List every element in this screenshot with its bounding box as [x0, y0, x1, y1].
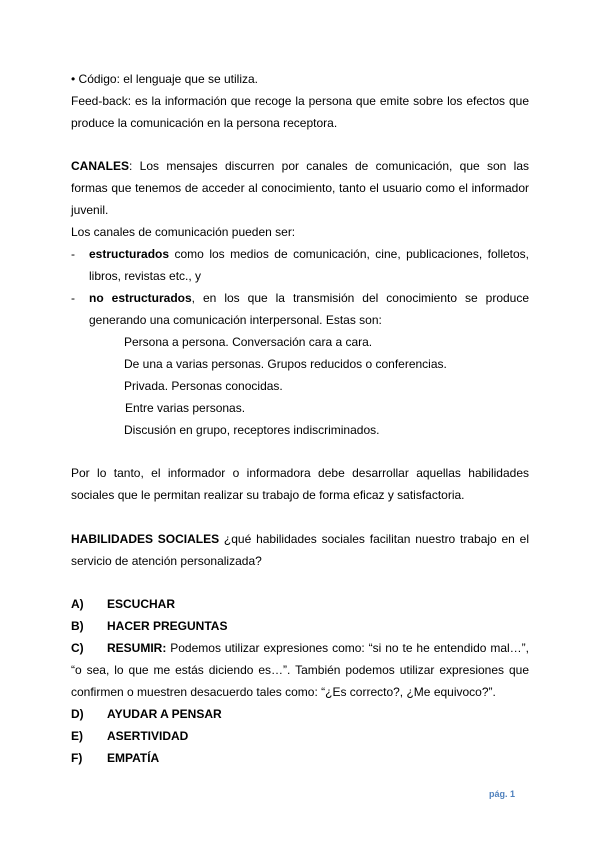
item-letter: D): [71, 707, 84, 721]
item-title-hacer-preguntas: HACER PREGUNTAS: [107, 619, 228, 633]
list-dash: -: [71, 247, 75, 261]
list-item-continuation: generando una comunicación interpersonal. Estas son:: [89, 313, 382, 327]
item-letter: A): [71, 597, 84, 611]
list-item-no-estructurados: [89, 291, 529, 305]
feedback-line-1: Feed-back: es la información que recoge la persona que emite sobre los efectos que: [71, 94, 529, 108]
list-item-text: como los medios de comunicación, cine, publicaciones, folletos,: [169, 247, 529, 261]
canales-heading: CANALES: [71, 159, 130, 173]
item-resumir-line-3: confirmen o muestren desacuerdo tales como: “¿Es correcto?, ¿Me equivoco?”.: [71, 685, 496, 699]
list-item-estructurados: [89, 247, 529, 261]
subitem: Privada. Personas conocidas.: [124, 379, 283, 393]
subitem: Discusión en grupo, receptores indiscriminados.: [124, 423, 380, 437]
subitem: Persona a persona. Conversación cara a cara.: [124, 335, 373, 349]
item-title-asertividad: ASERTIVIDAD: [107, 729, 189, 743]
item-title-resumir: RESUMIR:: [107, 641, 167, 655]
item-letter: E): [71, 729, 83, 743]
canales-paragraph-line-3: juvenil.: [71, 203, 109, 217]
list-dash: -: [71, 291, 75, 305]
item-letter: C): [71, 641, 84, 655]
item-letter: F): [71, 751, 83, 765]
item-letter: B): [71, 619, 84, 633]
conclusion-line-1: Por lo tanto, el informador o informadora debe desarrollar aquellas habilidades: [71, 466, 529, 480]
habilidades-line-2: servicio de atención personalizada?: [71, 554, 262, 568]
page-number: pág. 1: [488, 789, 515, 799]
canales-paragraph-line-2: formas que tenemos de acceder al conocimiento, tanto el usuario como el informador: [71, 181, 529, 195]
subitem: Entre varias personas.: [125, 401, 246, 415]
item-title-empatia: EMPATÍA: [107, 751, 160, 765]
canales-line1-text: : Los mensajes discurren por canales de comunicación, que son las: [129, 159, 529, 173]
list-item-bold: no estructurados: [89, 291, 192, 305]
subitem: De una a varias personas. Grupos reducidos o conferencias.: [124, 357, 447, 371]
conclusion-line-2: sociales que le permitan realizar su trabajo de forma eficaz y satisfactoria.: [71, 488, 465, 502]
codigo-line: • Código: el lenguaje que se utiliza.: [71, 72, 258, 86]
canales-types-intro: Los canales de comunicación pueden ser:: [71, 225, 296, 239]
item-resumir-line-1: [107, 641, 529, 655]
feedback-line-2: produce la comunicación en la persona receptora.: [71, 116, 338, 130]
item-resumir-text: Podemos utilizar expresiones como: “si no te he entendido mal…”,: [166, 641, 529, 655]
habilidades-line-1: [71, 532, 529, 546]
habilidades-heading: HABILIDADES SOCIALES: [71, 532, 220, 546]
canales-paragraph-line-1: [71, 159, 529, 173]
list-item-bold: estructurados: [89, 247, 170, 261]
item-title-escuchar: ESCUCHAR: [107, 597, 176, 611]
item-title-ayudar-a-pensar: AYUDAR A PENSAR: [107, 707, 222, 721]
item-resumir-line-2: “o sea, lo que me estás diciendo es…”. También podemos utilizar expresiones que: [71, 663, 529, 677]
list-item-text: , en los que la transmisión del conocimiento se produce: [191, 291, 530, 305]
list-item-continuation: libros, revistas etc., y: [89, 269, 202, 283]
habilidades-line1-text: ¿qué habilidades sociales facilitan nuestro trabajo en el: [219, 532, 529, 546]
